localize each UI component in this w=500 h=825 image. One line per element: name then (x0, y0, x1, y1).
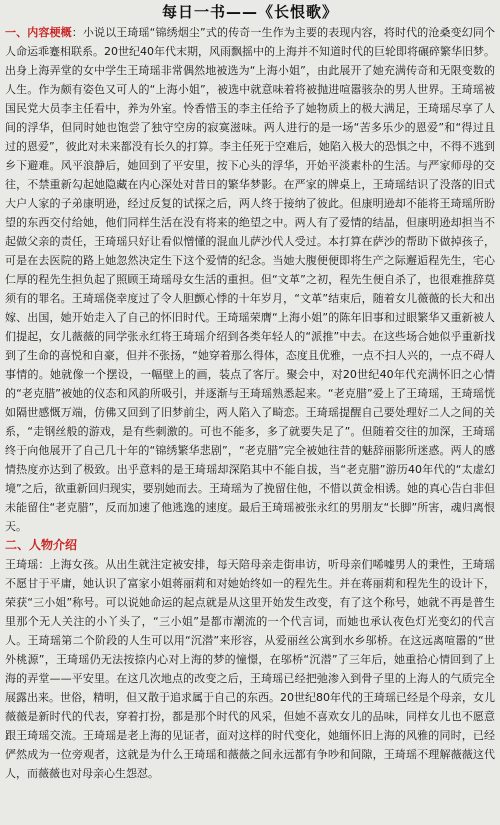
section-heading-summary: 一、内容梗概 (5, 26, 72, 39)
summary-text: ：小说以王琦瑶“锦绣烟尘”式的传奇一生作为主要的表现内容，将时代的沧桑变幻同个人命运乖蹇相联系。20世纪40年代末期，风雨飘摇中的上海并不知道时代的巨轮即将碾碎繁华旧梦。出身上海弄堂的女中学生王琦瑶非常偶然地被选为“上海小姐”，由此展开了她充满传奇和无限变数的人生。作为颇有姿色又可人的“上海小姐”，被选中就意味着将被抛进喧嚣骇杂的男人世界。王琦瑶被国民党大员李主任看中，养为外室。怜香惜玉的李主任给予了她物质上的极大满足，王琦瑶尽享了人间的浮华，但同时她也饱尝了独守空房的寂寞滋味。两人进行的是一场“苦多乐少的恩爱”和“得过且过的恩爱”，彼此对未来都没有长久的打算。李主任死于空难后，她陷入极大的恐惧之中，不得不逃到乡下避难。风平浪静后，她回到了平安里，按下心头的浮华，开始平淡素朴的生活。与严家师母的交往，不禁重新勾起她隐藏在内心深处对昔日的繁华梦影。在严家的牌桌上，王琦瑶结识了没落的旧式大户人家的子弟康明逊，经过反复的试探之后，两人终于接纳了彼此。但康明逊却不能将王琦瑶所盼望的东西交付给她，他们同样生活在没有将来的绝望之中。两人有了爱情的结晶，但康明逊却担当不起做父亲的责任，王琦瑶只好让看似憎懂的混血儿萨沙代人受过。本打算在萨沙的帮助下做掉孩子，可是在去医院的路上她忽然决定生下这个爱情的纪念。当她大腹便便即将生产之际邂逅程先生，宅心仁厚的程先生担负起了照顾王琦瑶母女生活的重担。但“文革”之初，程先生便自杀了，也很难推辞莫须有的罪名。王琦瑶侥幸度过了令人胆颤心悸的十年岁月，“文革”结束后，随着女儿薇薇的长大和出嫁、出国，她开始走入了自己的怀旧时代。王琦瑶荣膺“上海小姐”的陈年旧事和过眼繁华又重新被人们提起，女儿薇薇的同学张永红将王琦瑶介绍到各类年轻人的“派推”中去。在这些场合她似乎重新找到了生命的喜悦和自豪，但并不张扬，“她穿着那么得体，态度且优雅，一点不扫人兴的，一点不碍人事情的。她就像一个摆设，一幅壁上的画，装点了客厅。聚会中，对20世纪40年代充满怀旧之心情的“老克腊”被她的仪态和风韵所吸引，并逐渐与王琦瑶熟悉起来。“老克腊”爱上了王琦瑶，王琦瑶恍如隔世感慨万端，仿佛又回到了旧梦前尘，两人陷入了畸恋。王琦瑶提醒自己要处理好二人之间的关系，“走钢丝般的游戏，是有些刺激的。可也不能多，多了就要失足了”。但随着交往的加深，王琦瑶终于向他展开了自己几十年的“锦绣繁华悲剧”，“老克腊”完全被她往昔的魅辞丽影所迷惑。两人的感情热度亦达到了极致。出乎意料的是王琦瑶却深陷其中不能自拔，当“老克腊”游历40年代的“太虚幻境”之后，欲重新回归现实，要别她而去。王琦瑶为了挽留住他，不惜以黄金相诱。她的真心告白非但未能留住“老克腊”，反而加速了他逃逸的速度。最后王琦瑶被张永红的男朋友“长脚”所害，魂归离恨天。 (5, 26, 495, 533)
document-title: 每日一书——《长恨歌》 (161, 3, 338, 21)
section-heading-characters: 二、人物介绍 (5, 538, 78, 552)
characters-text: 王琦瑶：上海女孩。从出生就注定被安排，每天陪母亲走街串访，听母亲们唏嘘男人的秉性，王琦瑶不愿甘于平庸，她认识了富家小姐蒋丽莉和对她始终如一的程先生。并在蒋丽莉和程先生的设计下，荣获“三小姐”称号。可以说她命运的起点就是从这里开始发生改变，有了这个称号，她就不再是普生里那个无人关注的小丫头了，“三小姐”是都市潮流的一个代言词，而她也承认夜色灯光变幻的代言人。王琦瑶第二个阶段的人生可以用“沉潜”来形容，从爱丽丝公寓到水乡邬桥。在这远离喧嚣的“世外桃源”，王琦瑶仍无法按捺内心对上海的梦的憧憬，在邬桥“沉潜”了三年后，她重拾心情回到了上海的弄堂——平安里。在这几次地点的改变之后，王琦瑶已经把弛渗入到骨子里的上海人的气质完全展露出来。世俗，精明，但又散于追求属于自己的东西。20世纪80年代的王琦瑶已经是个母亲，女儿薇薇是新时代的代表，穿着打扮，都是那个时代的风采，但她不喜欢女儿的品味，同样女儿也不愿意跟王琦瑶交流。王琦瑶是老上海的见证者，面对这样的时代变化，她缅怀旧上海的风雅的同时，已经俨然成为一位旁观者，这就是为什么王琦瑶和薇薇之间永远都有争吵和间隙，王琦瑶不理解薇薇这代人，而薇薇也对母亲心生怨怼。 (5, 558, 495, 780)
section-summary (5, 23, 495, 536)
